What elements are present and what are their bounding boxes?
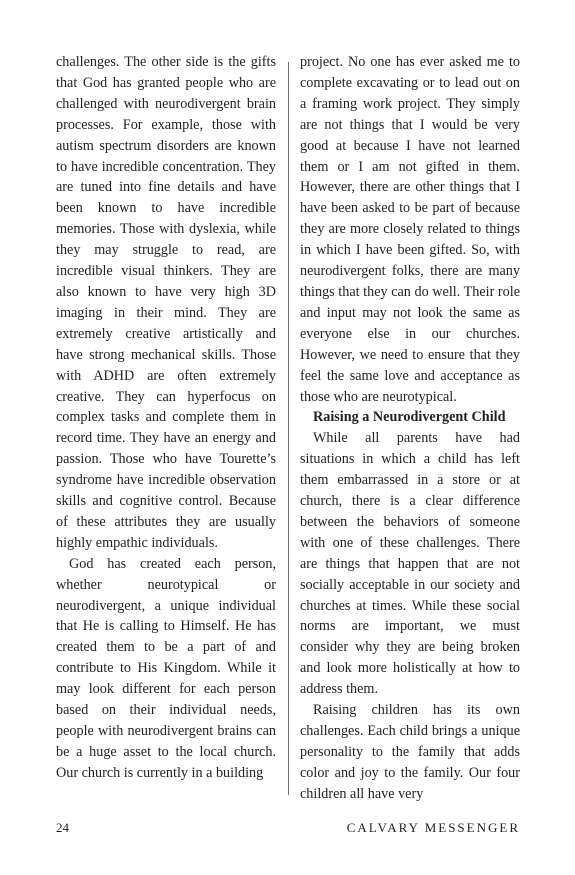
running-title: CALVARY MESSENGER xyxy=(346,820,520,835)
left-paragraph-2: God has created each person, whether neurotypical or neurodivergent, a unique individual that He is calling to Himself. He has created them to be a part of and contribute to His Kingdom. While it may look different for each person based on their individual needs, people with neurodivergent brains can be a huge asset to the local church. Our church is currently in a building xyxy=(56,555,276,781)
column-divider xyxy=(288,62,289,795)
left-paragraph-1: challenges. The other side is the gifts that God has granted people who are challenged with neurodivergent brain processes. For example, those with autism spectrum disorders are known to have incredible concentration. They are tuned into fine details and have been known to have incredible memories. Those with dyslexia, while they may struggle to read, are incredible visual thinkers. They are also known to have very high 3D imaging in their mind. They are extremely creative artistically and have strong mechanical skills. Those with ADHD are often extremely creative. They can hyperfocus on complex tasks and complete them in record time. They have an energy and passion. Those who have Tourette’s syndrome have incredible observation skills and cognitive control. Because of these attributes they are usually highly empathic individuals. xyxy=(56,54,276,551)
page-number: 24 xyxy=(56,820,69,835)
right-column xyxy=(300,52,520,805)
right-paragraph-2: While all parents have had situations in which a child has left them embarrassed in a store or at church, there is a clear difference between the behaviors of someone with one of these challenges. There are things that happen that are not socially acceptable in our society and churches at times. While these social norms are important, we must consider why they are being broken and look more holistically at how to address them. xyxy=(300,430,520,698)
right-paragraph-3: Raising children has its own challenges. Each child brings a unique personality to the family that adds color and joy to the family. Our four children all have very xyxy=(300,702,520,802)
left-column xyxy=(56,52,276,784)
section-heading: Raising a Neurodivergent Child xyxy=(313,409,506,426)
right-paragraph-1: project. No one has ever asked me to complete excavating or to lead out on a framing work project. They simply are not things that I would be very good at because I have not learned them or I am not gifted in them. However, there are other things that I have been asked to be part of because they are more closely related to things in which I have been gifted. So, with neurodivergent folks, there are many things that they can do well. Their role and input may not look the same as everyone else in our churches. However, we need to ensure that they feel the same love and acceptance as those who are neurotypical. xyxy=(300,54,520,405)
